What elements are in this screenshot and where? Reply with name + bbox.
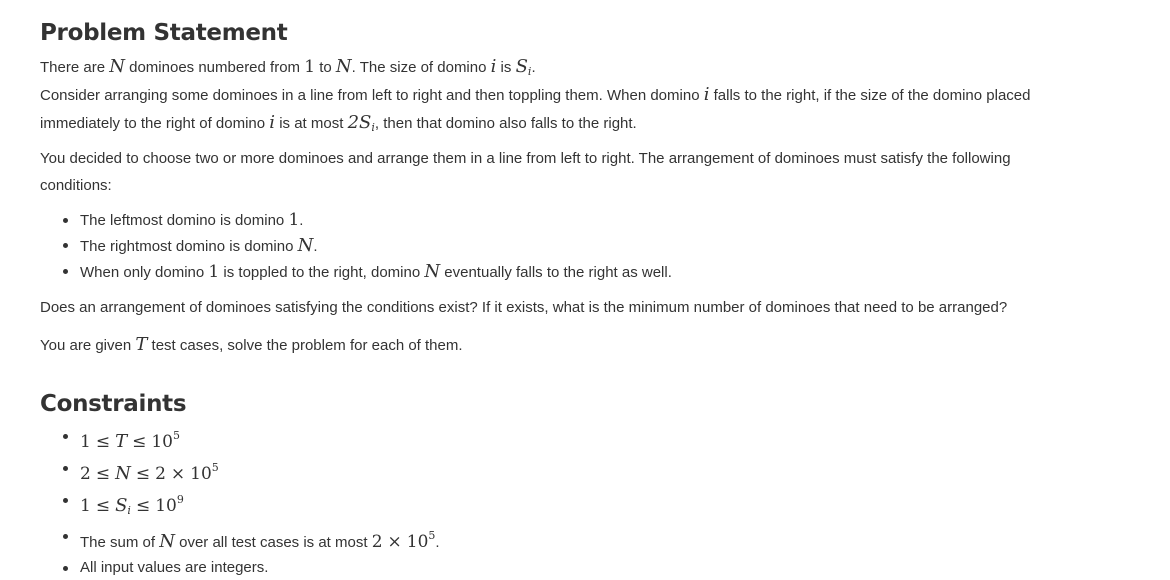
constraint-item: $2 \le N \le 2 \times 10^5$ [80,455,1160,487]
statement-paragraph-4: Does an arrangement of dominoes satisfying the conditions exist? If it exists, what is the minimum number of dominoes that need to be arranged? [40,299,1008,316]
condition-item: The rightmost domino is domino N. [80,232,1160,260]
problem-statement-heading: Problem Statement [40,20,288,46]
statement-paragraph-3: You decided to choose two or more dominoes and arrange them in a line from left to right. The arrangement of dominoes must satisfy the following conditions: [40,150,1011,194]
statement-paragraph-5: You are given T test cases, solve the problem for each of them. [40,334,463,355]
statement-paragraph-1: There are N dominoes numbered from 1 to N. The size of domino i is $S_i$. [40,56,536,78]
constraints-list [40,423,1160,580]
condition-item: The leftmost domino is domino 1. [80,207,1160,234]
statement-paragraph-2: Consider arranging some dominoes in a line from left to right and then toppling them. When domino i falls to the right, if the size of the domino placed immediately to the right of domino i is at most $2S_i$, then that domino also falls to the right. [40,84,1031,134]
constraint-item: $1 \le T \le 10^5$ [80,423,1160,455]
conditions-list [40,207,1160,286]
constraints-heading: Constraints [40,391,187,417]
condition-item: When only domino 1 is toppled to the right, domino N eventually falls to the right as well. [80,258,1160,286]
constraint-item: All input values are integers. [80,555,1160,580]
constraint-item: $1 \le S_i \le 10^9$ [80,487,1160,523]
constraint-item: The sum of N over all test cases is at most $2 \times 10^5$. [80,523,1160,555]
